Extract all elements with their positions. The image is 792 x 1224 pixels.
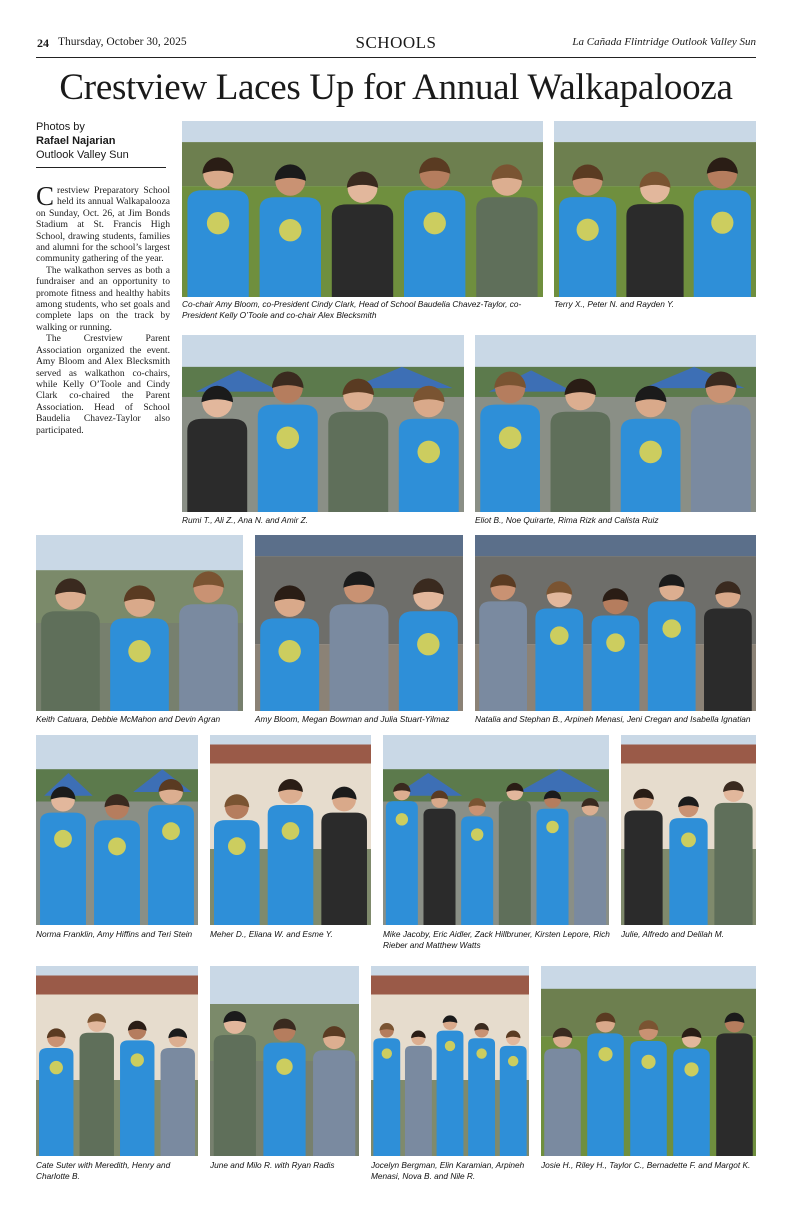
photo-image (541, 966, 756, 1156)
photo-image (182, 121, 543, 297)
photo-boys-trio (554, 121, 756, 297)
drop-cap: C (36, 181, 55, 211)
issue-date: Thursday, October 30, 2025 (58, 36, 187, 48)
credit-line: Photos by (36, 121, 85, 133)
newspaper-name: La Cañada Flintridge Outlook Valley Sun (572, 36, 756, 48)
photo-girls-five (541, 966, 756, 1156)
article-body (36, 181, 170, 436)
photo-image (36, 735, 198, 925)
photo-image (182, 335, 464, 512)
page-number: 24 (37, 36, 49, 50)
photo-suter-family (36, 966, 198, 1156)
photo-family-three (621, 735, 756, 925)
caption: Eliot B., Noe Quirarte, Rima Rizk and Calista Ruiz (475, 515, 659, 525)
caption: Amy Bloom, Megan Bowman and Julia Stuart-Yilmaz (255, 714, 450, 724)
headline: Crestview Laces Up for Annual Walkapalooza (59, 67, 733, 108)
photo-credit (36, 120, 168, 162)
photo-family-four (182, 335, 464, 512)
photo-bergman-group (371, 966, 529, 1156)
caption: Rumi T., Ali Z., Ana N. and Amir Z. (182, 515, 309, 525)
photo-women-trio (36, 735, 198, 925)
header-rule (36, 57, 756, 58)
credit-outlet: Outlook Valley Sun (36, 149, 129, 161)
photo-grill-team (383, 735, 609, 925)
credit-rule (36, 167, 166, 168)
photo-image (383, 735, 609, 925)
photo-image (210, 966, 359, 1156)
caption: Co-chair Amy Bloom, co-President Cindy Clark, Head of School Baudelia Chavez-Taylor, co-President Kelly O’Toole and co-chair Alex Blecksmith (182, 299, 522, 320)
caption: Terry X., Peter N. and Rayden Y. (554, 299, 675, 309)
photo-image (255, 535, 463, 711)
caption: Jocelyn Bergman, Elin Karamian, Arpineh Menasi, Nova B. and Nile R. (371, 1160, 525, 1181)
caption: Mike Jacoby, Eric Aidler, Zack Hillbruner, Kirsten Lepore, Rich Rieber and Matthew Watts (383, 929, 610, 950)
photo-trio-booth (255, 535, 463, 711)
photo-image (554, 121, 756, 297)
photo-cochairs (182, 121, 543, 297)
article-paragraph (36, 181, 170, 265)
photo-image (371, 966, 529, 1156)
article-paragraph: The walkathon serves as both a fundraiser and an opportunity to promote fitness and healthy habits among students, who set goals and complete laps on the track by walking or running. (36, 264, 170, 333)
photo-image (36, 535, 243, 711)
caption: Cate Suter with Meredith, Henry and Charlotte B. (36, 1160, 171, 1181)
caption: Josie H., Riley H., Taylor C., Bernadette F. and Margot K. (541, 1160, 751, 1170)
photographer-name: Rafael Najarian (36, 135, 116, 147)
section-label: SCHOOLS (355, 33, 437, 52)
photo-image (210, 735, 371, 925)
photo-image (621, 735, 756, 925)
caption: Norma Franklin, Amy Hiffins and Teri Stein (36, 929, 193, 939)
photo-staff-four (475, 335, 756, 512)
caption: Keith Catuara, Debbie McMahon and Devin Agran (36, 714, 221, 724)
article-paragraph: The Crestview Parent Association organized the event. Amy Bloom and Alex Blecksmith served as walkathon co-chairs, while Kelly O’Toole and Cindy Clark co-chaired the Parent Association. Head of School Baudelia Chavez-Taylor also participated. (36, 333, 170, 436)
caption: Julie, Alfredo and Delilah M. (621, 929, 724, 939)
caption: Natalia and Stephan B., Arpineh Menasi, Jeni Cregan and Isabella Ignatian (475, 714, 751, 724)
photo-image (475, 335, 756, 512)
photo-image (475, 535, 756, 711)
photo-radis-family (210, 966, 359, 1156)
photo-group-five (475, 535, 756, 711)
caption: June and Milo R. with Ryan Radis (210, 1160, 335, 1170)
photo-trio-hat (36, 535, 243, 711)
photo-image (36, 966, 198, 1156)
photo-girls-trio (210, 735, 371, 925)
caption: Meher D., Eliana W. and Esme Y. (210, 929, 333, 939)
article-text: restview Preparatory School held its annual Walkapalooza on Sunday, Oct. 26, at Jim Bonds Stadium at St. Francis High School, drawing students, families and alumni for the school’s largest community gathering of the year. (36, 185, 170, 265)
